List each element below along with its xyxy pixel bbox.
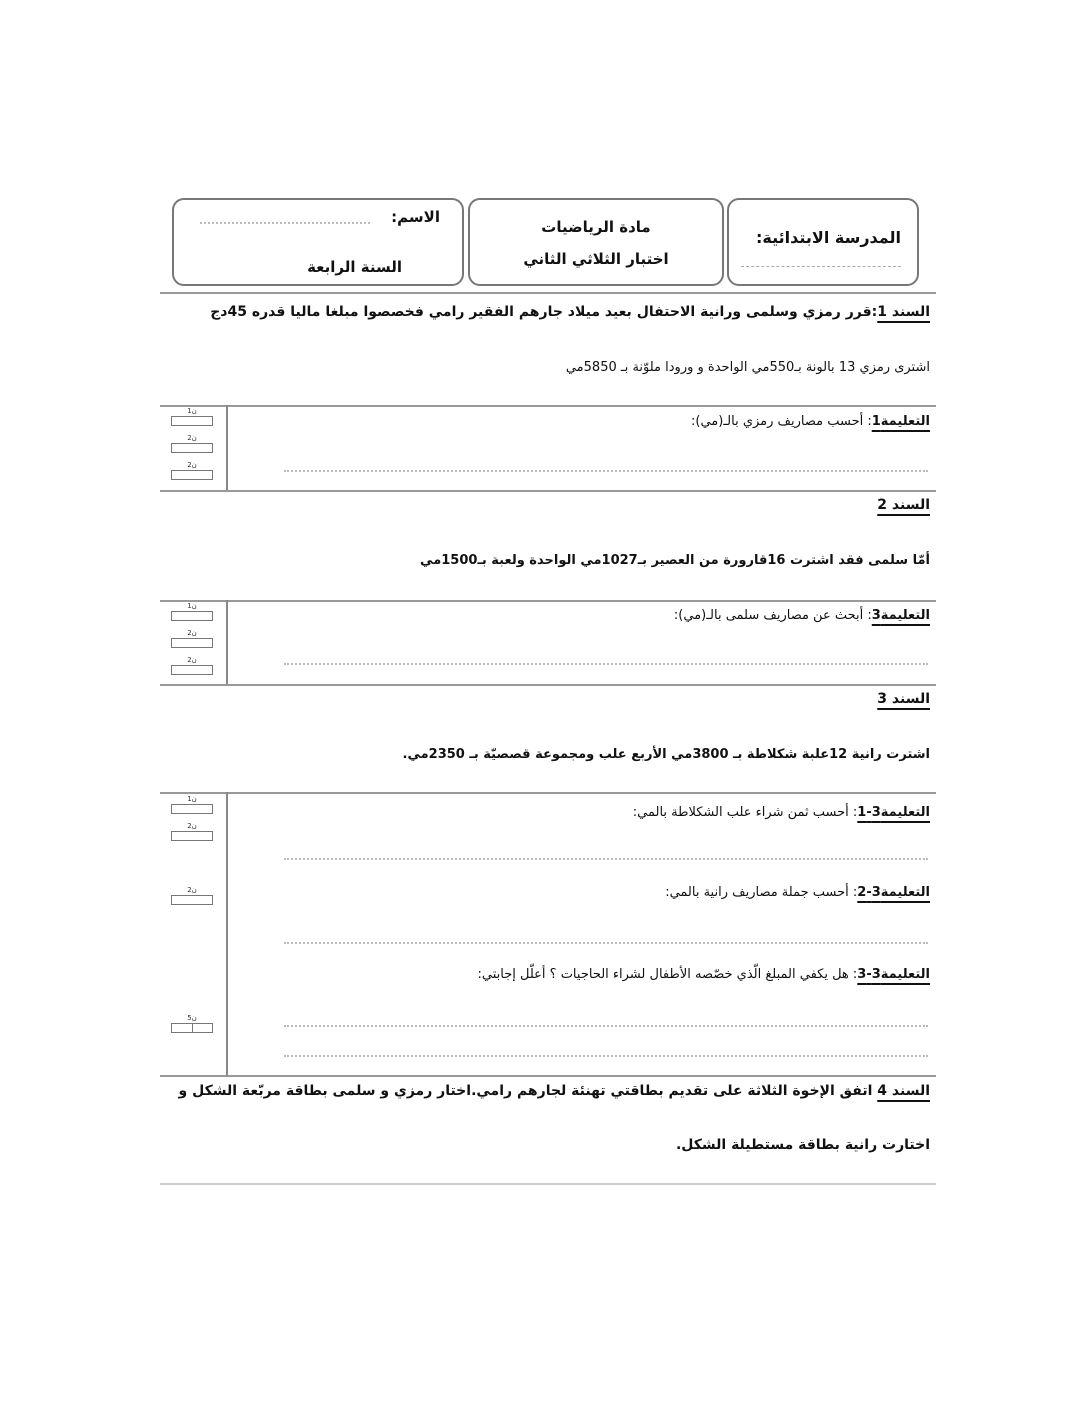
section-1-line-1	[210, 304, 930, 320]
subject-box	[468, 198, 724, 286]
mark-box: 2ن	[170, 629, 214, 648]
divider	[160, 684, 936, 686]
school-box	[727, 198, 919, 286]
section-3-text: اشترت رانية 12علبة شكلاطة بـ 3800مي الأربع علب ومجموعة قصصيّة بـ 2350مي.	[402, 747, 930, 762]
answer-line[interactable]	[284, 663, 928, 665]
answer-line[interactable]	[284, 1025, 928, 1027]
question-text: : هل يكفي المبلغ الّذي خصّصه الأطفال لشراء الحاجيات ؟ أعلّل إجابتي:	[477, 967, 858, 982]
question-3-2	[665, 885, 930, 900]
question-3-1	[633, 805, 930, 820]
section-1-line-2: اشترى رمزي 13 بالونة بـ550مي الواحدة و ورودا ملوّنة بـ 5850مي	[565, 360, 930, 375]
student-box	[172, 198, 464, 286]
divider	[160, 1183, 936, 1185]
question-label: التعليمة3-1	[857, 805, 930, 820]
answer-line[interactable]	[284, 470, 928, 472]
divider	[160, 292, 936, 294]
mark-box: 1ن	[170, 795, 214, 814]
section-4-label: السند 4	[877, 1083, 930, 1099]
answer-line[interactable]	[284, 858, 928, 860]
grade-label: السنة الرابعة	[307, 258, 402, 276]
mark-box: 5ن	[170, 1014, 214, 1033]
school-field[interactable]	[741, 266, 901, 267]
mark-box: 1ن	[170, 407, 214, 426]
section-1-text: :قرر رمزي وسلمى ورانية الاحتفال بعيد ميلاد جارهم الفقير رامي فخصصوا مبلغا ماليا قدره 45دج	[210, 304, 878, 320]
answer-line[interactable]	[284, 1055, 928, 1057]
mark-box: 2ن	[170, 461, 214, 480]
question-1	[691, 414, 930, 429]
section-2-text: أمّا سلمى فقد اشترت 16قارورة من العصير بـ1027مي الواحدة ولعبة بـ1500مي	[420, 553, 930, 568]
name-label: الاسم:	[391, 208, 440, 226]
section-4-line-2: اختارت رانية بطاقة مستطيلة الشكل.	[675, 1137, 930, 1153]
divider	[160, 792, 936, 794]
question-1-label: التعليمة1	[871, 414, 930, 429]
margin-line	[226, 600, 228, 684]
divider	[160, 490, 936, 492]
divider	[160, 600, 936, 602]
mark-box: 2ن	[170, 434, 214, 453]
exam-title: اختبار الثلاثي الثاني	[523, 250, 669, 268]
question-2	[674, 608, 930, 623]
question-2-label: التعليمة3	[871, 608, 930, 623]
divider	[160, 405, 936, 407]
subject-title: مادة الرياضيات	[541, 218, 651, 236]
mark-box: 2ن	[170, 886, 214, 905]
section-4-line-1	[179, 1083, 930, 1099]
divider	[160, 1075, 936, 1077]
question-label: التعليمة3-3	[857, 967, 930, 982]
section-2-label: السند 2	[877, 497, 930, 513]
school-label: المدرسة الابتدائية:	[756, 228, 901, 247]
section-1-label: السند 1	[877, 304, 930, 320]
answer-line[interactable]	[284, 942, 928, 944]
mark-box: 1ن	[170, 602, 214, 621]
mark-box: 2ن	[170, 656, 214, 675]
name-field[interactable]	[200, 222, 370, 224]
section-4-text: اتفق الإخوة الثلاثة على تقديم بطاقتي تهنئة لجارهم رامي.اختار رمزي و سلمى بطاقة مربّعة الشكل و	[178, 1083, 878, 1099]
question-1-text: : أحسب مصاريف رمزي بالـ(مي):	[691, 414, 872, 429]
margin-line	[226, 792, 228, 1075]
question-2-text: : أبحث عن مصاريف سلمى بالـ(مي):	[673, 608, 872, 623]
mark-box: 2ن	[170, 822, 214, 841]
question-label: التعليمة3-2	[857, 885, 930, 900]
question-text: : أحسب ثمن شراء علب الشكلاطة بالمي:	[632, 805, 858, 820]
question-text: : أحسب جملة مصاريف رانية بالمي:	[665, 885, 858, 900]
section-3-label: السند 3	[877, 691, 930, 707]
question-3-3	[478, 967, 930, 982]
margin-line	[226, 405, 228, 491]
